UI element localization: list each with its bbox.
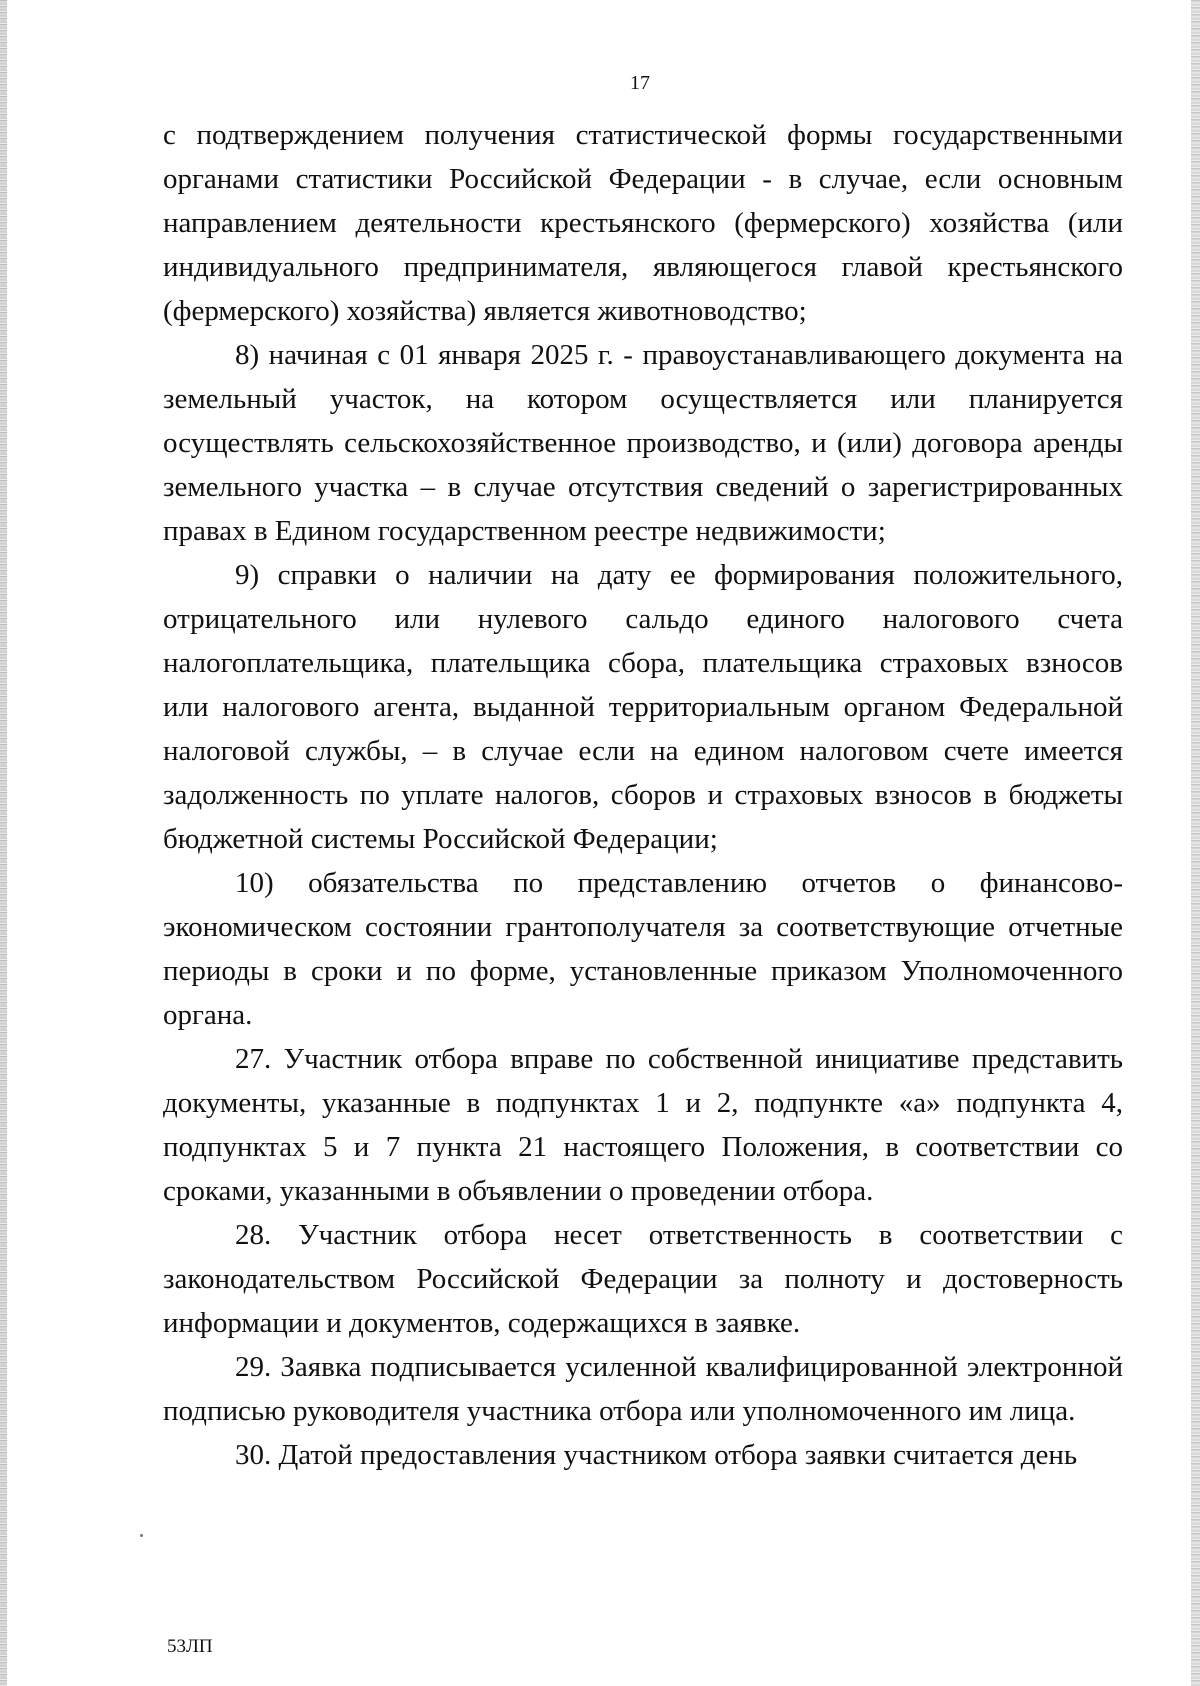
page-number: 17 <box>630 72 650 94</box>
paragraph-clause-29: 29. Заявка подписывается усиленной квалифицированной электронной подписью руководителя участника отбора или уполномоченного им лица. <box>163 1351 1123 1427</box>
paragraph-continuation: с подтверждением получения статистической формы государственными органами статистики Российской Федерации - в случае, если основным направлением деятельности крестьянского (фермерского) хозяйства (или индивидуального предпринимателя, являющегося главой крестьянского (фермерского) хозяйства) является животноводство; <box>163 119 1123 327</box>
document-body <box>163 113 1123 1477</box>
paragraph-item-8: 8) начиная с 01 января 2025 г. - правоустанавливающего документа на земельный участок, на котором осуществляется или планируется осуществлять сельскохозяйственное производство, и (или) договора аренды земельного участка – в случае отсутствия сведений о зарегистрированных правах в Едином государственном реестре недвижимости; <box>163 339 1123 547</box>
paragraph-clause-28: 28. Участник отбора несет ответственность в соответствии с законодательством Российской Федерации за полноту и достоверность информации и документов, содержащихся в заявке. <box>163 1219 1123 1339</box>
paragraph-clause-27: 27. Участник отбора вправе по собственной инициативе представить документы, указанные в подпунктах 1 и 2, подпункте «а» подпункта 4, подпунктах 5 и 7 пункта 21 настоящего Положения, в соответствии со сроками, указанными в объявлении о проведении отбора. <box>163 1043 1123 1207</box>
scan-edge-right <box>1191 0 1200 1686</box>
scan-dot-mark <box>140 1534 143 1537</box>
paragraph-clause-30: 30. Датой предоставления участником отбора заявки считается день <box>235 1439 1078 1471</box>
footer-document-code: 53ЛП <box>167 1636 213 1657</box>
paragraph-item-9: 9) справки о наличии на дату ее формирования положительного, отрицательного или нулевого сальдо единого налогового счета налогоплательщика, плательщика сбора, плательщика страховых взносов или налогового агента, выданной территориальным органом Федеральной налоговой службы, – в случае если на едином налоговом счете имеется задолженность по уплате налогов, сборов и страховых взносов в бюджеты бюджетной системы Российской Федерации; <box>163 559 1123 855</box>
scan-edge-left <box>0 0 7 1686</box>
paragraph-item-10: 10) обязательства по представлению отчетов о финансово-экономическом состоянии грантополучателя за соответствующие отчетные периоды в сроки и по форме, установленные приказом Уполномоченного органа. <box>163 867 1123 1031</box>
